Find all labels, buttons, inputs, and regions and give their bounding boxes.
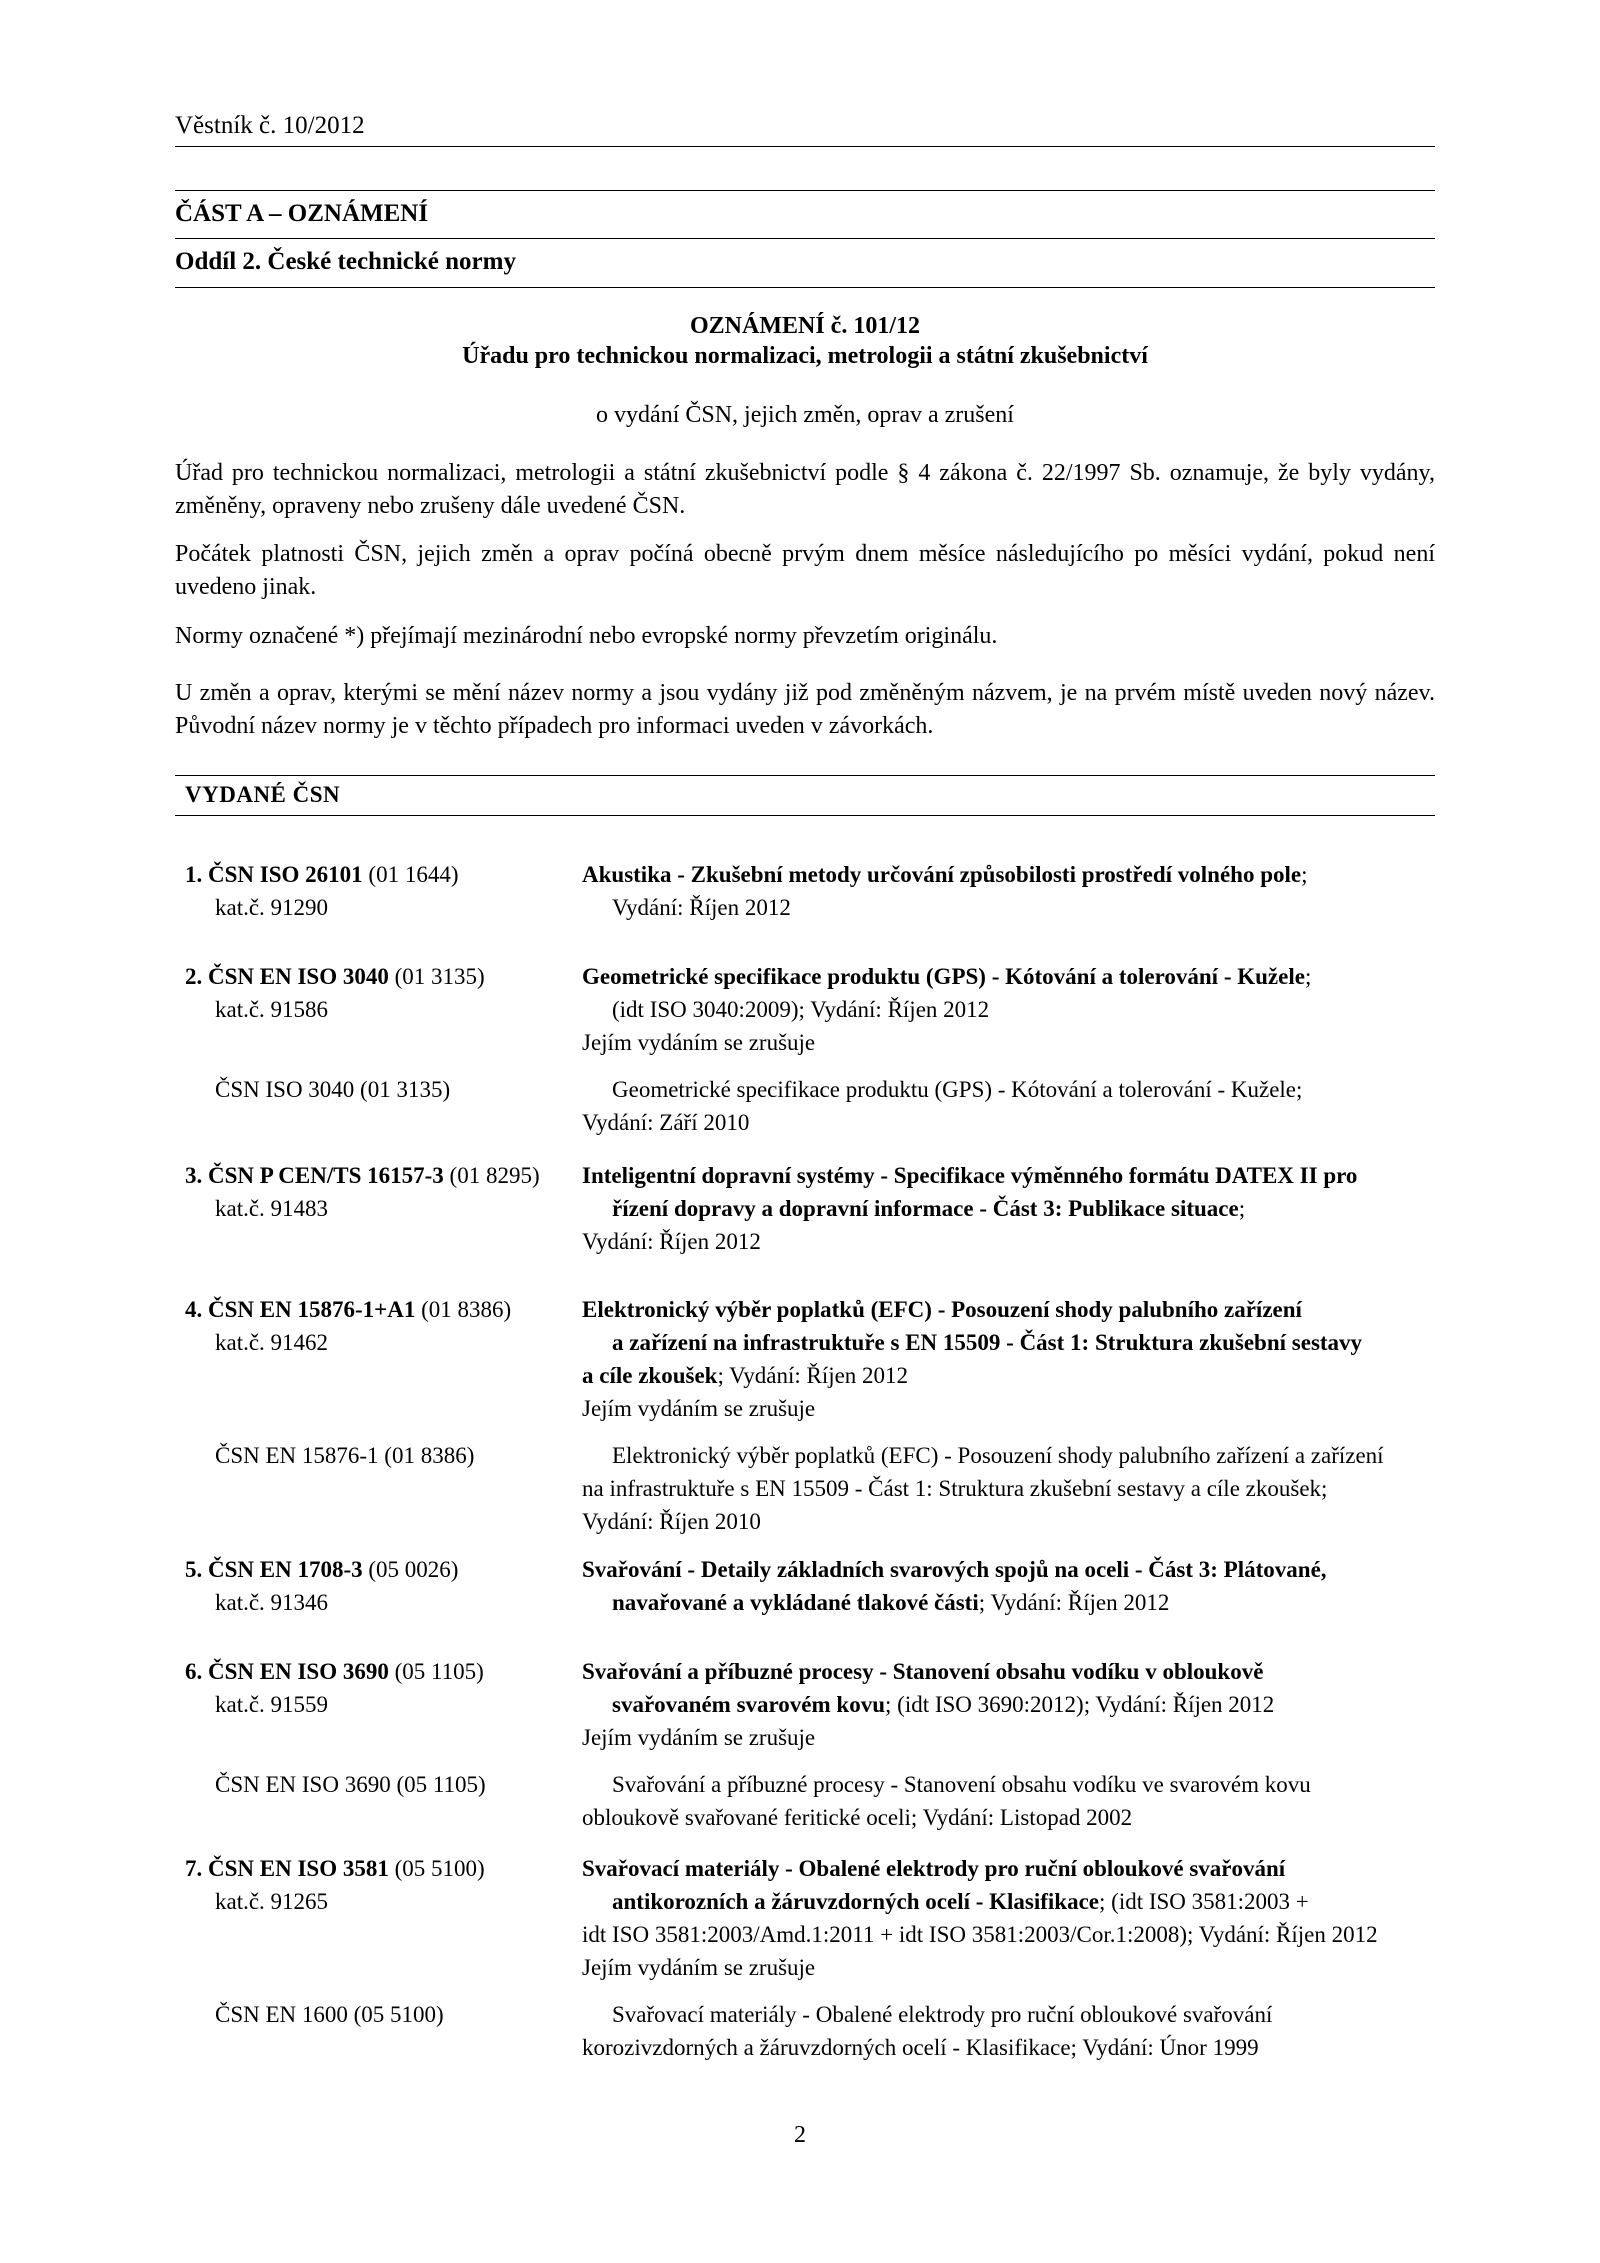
marked-norms-paragraph: Normy označené *) přejímají mezinárodní nebo evropské normy převzetím originálu. bbox=[175, 623, 998, 649]
entry-number: 1. bbox=[185, 862, 203, 887]
list-item: 5. ČSN EN 1708-3 (05 0026) Svařování - Detaily základních svarových spojů na oceli - Část 3: Plátované, kat.č. 91346 navařované a vykládané tlakové části; Vydání: Říjen 2012 bbox=[185, 1553, 1435, 1619]
page-number: 2 bbox=[794, 2122, 806, 2148]
list-item: 1. ČSN ISO 26101 (01 1644) Akustika - Zkušební metody určování způsobilosti prostředí volného pole; kat.č. 91290 Vydání: Říjen 2012 bbox=[185, 858, 1435, 924]
issue-info: ; (idt ISO 3690:2012); Vydání: Říjen 2012 bbox=[885, 1692, 1275, 1717]
classification: (01 8386) bbox=[421, 1297, 512, 1322]
standard-title: Svařovací materiály - Obalené elektrody pro ruční obloukové svařování bbox=[582, 1856, 1286, 1881]
standard-id: ČSN EN ISO 3581 bbox=[208, 1856, 389, 1881]
list-item: 6. ČSN EN ISO 3690 (05 1105) Svařování a příbuzné procesy - Stanovení obsahu vodíku v obloukově kat.č. 91559 svařovaném svarovém kovu; (idt ISO 3690:2012); Vydání: Říjen 2012 Jejím vydáním se zrušuje ČSN EN ISO 3690 (05 1105) Svařování a příbuzné procesy - Stanovení obsahu vodíku ve svarovém kovu obloukově svařované feritické oceli; Vydání: Listopad 2002 bbox=[185, 1655, 1435, 1834]
issue-info: idt ISO 3581:2003/Amd.1:2011 + idt ISO 3581:2003/Cor.1:2008); Vydání: Říjen 2012 bbox=[582, 1922, 1378, 1947]
list-item: 3. ČSN P CEN/TS 16157-3 (01 8295) Inteligentní dopravní systémy - Specifikace výměnného formátu DATEX II pro kat.č. 91483 řízení dopravy a dopravní informace - Část 3: Publikace situace; Vydání: Říjen 2012 bbox=[185, 1159, 1435, 1258]
changes-paragraph: U změn a oprav, kterými se mění název normy a jsou vydány již pod změněným názvem, je na prvém místě uveden nový název. Původní název normy je v těchto případech pro informaci uveden v závorkách. bbox=[175, 680, 1435, 739]
entry-number: 7. bbox=[185, 1856, 203, 1881]
validity-paragraph: Počátek platnosti ČSN, jejich změn a oprav počíná obecně prvým dnem měsíce následujícího po měsíci vydání, pokud není uvedeno jinak. bbox=[175, 541, 1435, 600]
vydane-heading: VYDANÉ ČSN bbox=[185, 782, 341, 807]
notice-subject: o vydání ČSN, jejich změn, oprav a zrušení bbox=[596, 402, 1014, 428]
catalog-number: kat.č. 91290 bbox=[215, 895, 329, 920]
section-rule-mid bbox=[175, 238, 1435, 239]
standard-id: ČSN EN 1708-3 bbox=[208, 1557, 363, 1582]
cancels-label: Jejím vydáním se zrušuje bbox=[582, 1396, 816, 1421]
bulletin-header: Věstník č. 10/2012 bbox=[175, 112, 365, 139]
catalog-number: kat.č. 91462 bbox=[215, 1330, 329, 1355]
header-rule bbox=[175, 146, 1435, 147]
vydane-rule-top bbox=[175, 775, 1435, 776]
classification: (05 5100) bbox=[394, 1856, 485, 1881]
issue-info: ; Vydání: Říjen 2012 bbox=[978, 1590, 1170, 1615]
section-rule-bottom bbox=[175, 287, 1435, 288]
catalog-number: kat.č. 91586 bbox=[215, 997, 329, 1022]
cancelled-title: Svařování a příbuzné procesy - Stanovení obsahu vodíku ve svarovém kovu bbox=[612, 1772, 1311, 1797]
standard-title: Akustika - Zkušební metody určování způsobilosti prostředí volného pole bbox=[582, 862, 1302, 887]
classification: (05 0026) bbox=[368, 1557, 459, 1582]
standard-title: Inteligentní dopravní systémy - Specifikace výměnného formátu DATEX II pro bbox=[582, 1163, 1358, 1188]
section-rule-top bbox=[175, 190, 1435, 191]
classification: (01 3135) bbox=[394, 964, 485, 989]
cancels-label: Jejím vydáním se zrušuje bbox=[582, 1725, 816, 1750]
entry-number: 5. bbox=[185, 1557, 203, 1582]
vydane-rule-bottom bbox=[175, 815, 1435, 816]
notice-number: OZNÁMENÍ č. 101/12 bbox=[690, 313, 920, 339]
classification: (01 1644) bbox=[368, 862, 459, 887]
standard-id: ČSN EN 15876-1+A1 bbox=[208, 1297, 416, 1322]
cancels-label: Jejím vydáním se zrušuje bbox=[582, 1955, 816, 1980]
issue-info: ; Vydání: Říjen 2012 bbox=[717, 1363, 909, 1388]
cancelled-standard-id: ČSN EN 1600 (05 5100) bbox=[215, 2002, 444, 2027]
standard-id: ČSN EN ISO 3690 bbox=[208, 1659, 389, 1684]
issue-info: (idt ISO 3040:2009); Vydání: Říjen 2012 bbox=[612, 997, 990, 1022]
issue-info: Vydání: Říjen 2012 bbox=[612, 895, 791, 920]
cancels-label: Jejím vydáním se zrušuje bbox=[582, 1030, 816, 1055]
classification: (01 8295) bbox=[449, 1163, 540, 1188]
standard-id: ČSN ISO 26101 bbox=[208, 862, 363, 887]
catalog-number: kat.č. 91265 bbox=[215, 1889, 329, 1914]
list-item: 2. ČSN EN ISO 3040 (01 3135) Geometrické specifikace produktu (GPS) - Kótování a tolerování - Kužele; kat.č. 91586 (idt ISO 3040:2009); Vydání: Říjen 2012 Jejím vydáním se zrušuje ČSN ISO 3040 (01 3135) Geometrické specifikace produktu (GPS) - Kótování a tolerování - Kužele; Vydání: Září 2010 bbox=[185, 960, 1435, 1139]
catalog-number: kat.č. 91346 bbox=[215, 1590, 329, 1615]
standard-id: ČSN P CEN/TS 16157-3 bbox=[208, 1163, 444, 1188]
entry-number: 4. bbox=[185, 1297, 203, 1322]
standard-title: Geometrické specifikace produktu (GPS) - Kótování a tolerování - Kužele bbox=[582, 964, 1305, 989]
cancelled-standard-id: ČSN EN ISO 3690 (05 1105) bbox=[215, 1772, 486, 1797]
classification: (05 1105) bbox=[394, 1659, 484, 1684]
list-item: 4. ČSN EN 15876-1+A1 (01 8386) Elektronický výběr poplatků (EFC) - Posouzení shody palubního zařízení kat.č. 91462 a zařízení na infrastruktuře s EN 15509 - Část 1: Struktura zkušební sestavy a cíle zkoušek; Vydání: Říjen 2012 Jejím vydáním se zrušuje ČSN EN 15876-1 (01 8386) Elektronický výběr poplatků (EFC) - Posouzení shody palubního zařízení a zařízení na infrastruktuře s EN 15509 - Část 1: Struktura zkušební sestavy a cíle zkoušek; Vydání: Říjen 2010 bbox=[185, 1293, 1435, 1538]
standard-title: Svařování a příbuzné procesy - Stanovení obsahu vodíku v obloukově bbox=[582, 1659, 1264, 1684]
entry-number: 3. bbox=[185, 1163, 203, 1188]
cancelled-title: Geometrické specifikace produktu (GPS) - Kótování a tolerování - Kužele; bbox=[612, 1077, 1303, 1102]
notice-issuer: Úřadu pro technickou normalizaci, metrologii a státní zkušebnictví bbox=[462, 343, 1148, 369]
standard-id: ČSN EN ISO 3040 bbox=[208, 964, 389, 989]
cancelled-title: Svařovací materiály - Obalené elektrody pro ruční obloukové svařování bbox=[612, 2002, 1273, 2027]
standard-title: Svařování - Detaily základních svarových spojů na oceli - Část 3: Plátované, bbox=[582, 1557, 1327, 1582]
cancelled-standard-id: ČSN EN 15876-1 (01 8386) bbox=[215, 1443, 475, 1468]
catalog-number: kat.č. 91559 bbox=[215, 1692, 329, 1717]
catalog-number: kat.č. 91483 bbox=[215, 1196, 329, 1221]
entry-number: 6. bbox=[185, 1659, 203, 1684]
intro-paragraph: Úřad pro technickou normalizaci, metrologii a státní zkušebnictví podle § 4 zákona č. 22/1997 Sb. oznamuje, že byly vydány, změněny, opraveny nebo zrušeny dále uvedené ČSN. bbox=[175, 460, 1435, 519]
cancelled-standard-id: ČSN ISO 3040 (01 3135) bbox=[215, 1077, 451, 1102]
part-heading: ČÁST A – OZNÁMENÍ bbox=[175, 200, 429, 227]
entry-number: 2. bbox=[185, 964, 203, 989]
cancelled-title: Elektronický výběr poplatků (EFC) - Posouzení shody palubního zařízení a zařízení bbox=[612, 1443, 1384, 1468]
list-item: 7. ČSN EN ISO 3581 (05 5100) Svařovací materiály - Obalené elektrody pro ruční obloukové svařování kat.č. 91265 antikorozních a žáruvzdorných ocelí - Klasifikace; (idt ISO 3581:2003 + idt ISO 3581:2003/Amd.1:2011 + idt ISO 3581:2003/Cor.1:2008); Vydání: Říjen 2012 Jejím vydáním se zrušuje ČSN EN 1600 (05 5100) Svařovací materiály - Obalené elektrody pro ruční obloukové svařování korozivzdorných a žáruvzdorných ocelí - Klasifikace; Vydání: Únor 1999 bbox=[185, 1852, 1435, 2064]
standard-title: Elektronický výběr poplatků (EFC) - Posouzení shody palubního zařízení bbox=[582, 1297, 1302, 1322]
division-heading: Oddíl 2. České technické normy bbox=[175, 248, 516, 275]
issue-info: Vydání: Říjen 2012 bbox=[582, 1229, 761, 1254]
